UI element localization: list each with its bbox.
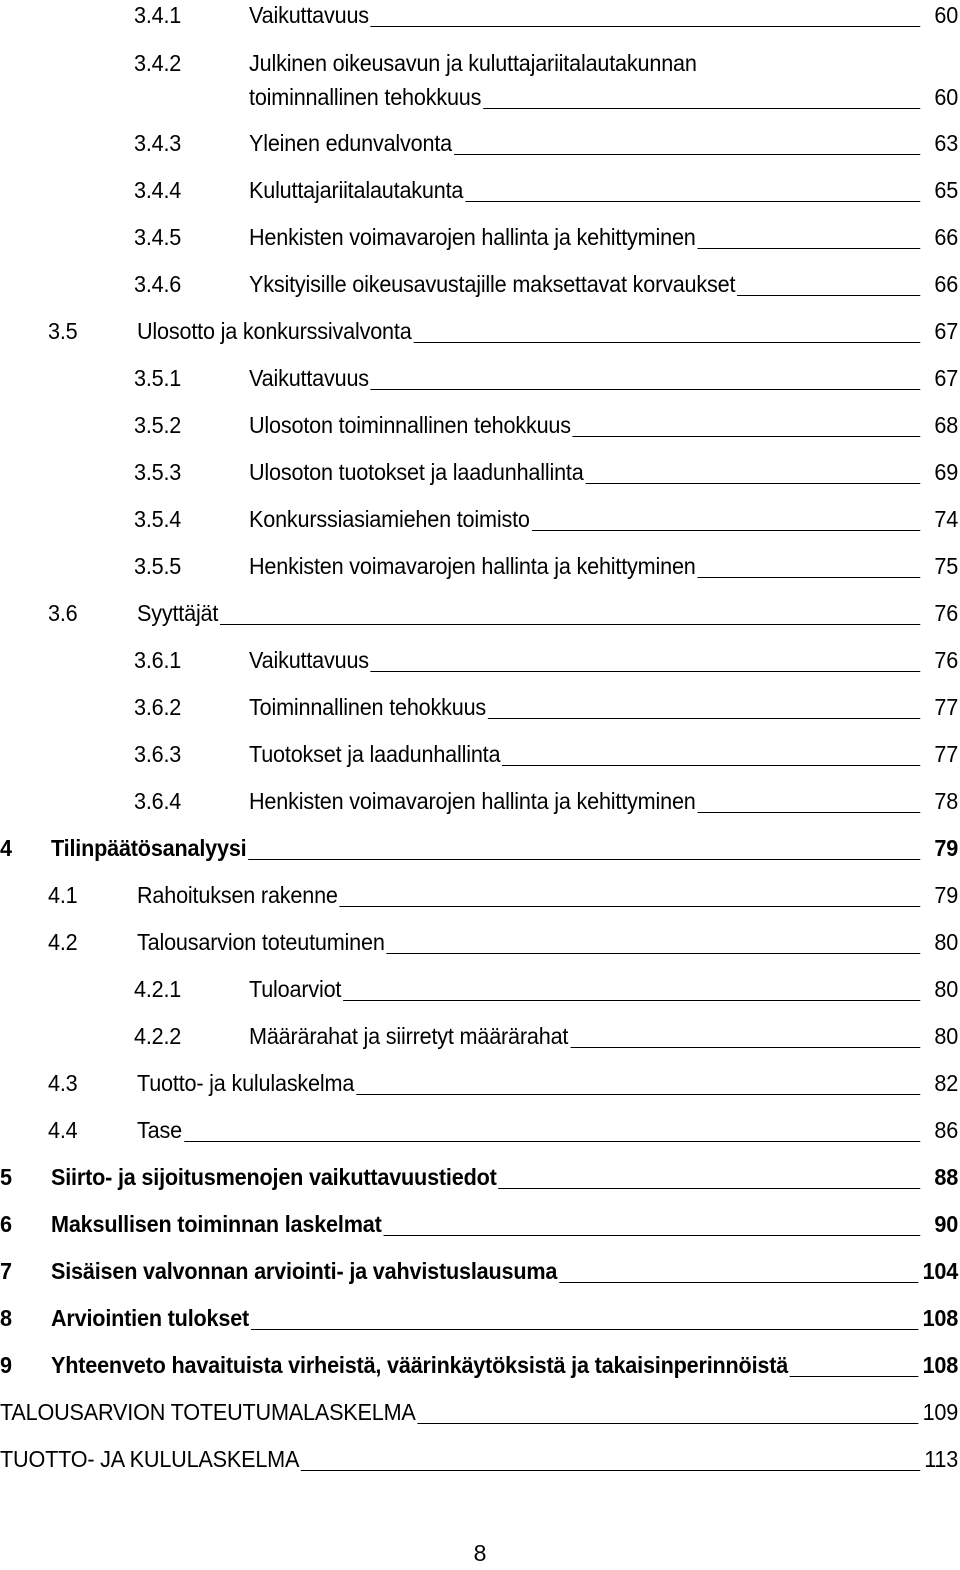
toc-entry[interactable] xyxy=(0,551,959,585)
toc-entry[interactable] xyxy=(0,1397,959,1431)
toc-entry-page: 108 xyxy=(922,1352,959,1378)
toc-entry-title: Konkurssiasiamiehen toimisto xyxy=(248,506,530,532)
toc-entry-title: toiminnallinen tehokkuus xyxy=(248,84,482,110)
toc-leader-line xyxy=(418,1397,919,1424)
toc-entry[interactable] xyxy=(0,128,959,162)
toc-entry[interactable] xyxy=(0,927,959,961)
toc-entry-number: 3.4.6 xyxy=(133,271,182,297)
toc-entry[interactable] xyxy=(0,1209,959,1243)
toc-entry-number: 8 xyxy=(0,1305,12,1331)
toc-entry-page: 76 xyxy=(934,647,959,673)
toc-entry-number: 4.2.1 xyxy=(133,976,182,1002)
toc-entry-page: 104 xyxy=(922,1258,959,1284)
toc-entry-title: Maksullisen toiminnan laskelmat xyxy=(50,1211,382,1237)
toc-entry-page: 60 xyxy=(934,2,959,28)
toc-entry-number: 3.6.3 xyxy=(133,741,182,767)
toc-entry-title: Vaikuttavuus xyxy=(248,365,369,391)
toc-entry-title: Tase xyxy=(136,1117,182,1143)
toc-entry-page: 80 xyxy=(934,1023,959,1049)
toc-entry-title: Ulosotto ja konkurssivalvonta xyxy=(136,318,412,344)
toc-leader-line xyxy=(488,692,921,719)
toc-entry-title: Henkisten voimavarojen hallinta ja kehittyminen xyxy=(248,224,696,250)
toc-leader-line xyxy=(698,786,921,813)
toc-entry-number: 3.4.4 xyxy=(133,177,182,203)
toc-leader-line xyxy=(251,1303,919,1330)
toc-entry[interactable] xyxy=(0,1115,959,1149)
toc-entry[interactable] xyxy=(0,598,959,632)
toc-entry-title: Talousarvion toteutuminen xyxy=(136,929,385,955)
toc-entry-page: 77 xyxy=(934,741,959,767)
toc-entry-title: Ulosoton tuotokset ja laadunhallinta xyxy=(248,459,584,485)
toc-entry-page: 113 xyxy=(924,1446,959,1472)
toc-entry-page: 66 xyxy=(934,271,959,297)
toc-entry-page: 75 xyxy=(934,553,959,579)
toc-entry[interactable] xyxy=(0,457,959,491)
toc-entry-title: Sisäisen valvonnan arviointi- ja vahvistuslausuma xyxy=(50,1258,558,1284)
toc-leader-line xyxy=(248,833,920,860)
toc-entry-number: 3.6.4 xyxy=(133,788,182,814)
toc-entry-page: 68 xyxy=(934,412,959,438)
toc-entry-page: 63 xyxy=(934,130,959,156)
toc-leader-line xyxy=(737,269,920,296)
toc-entry-page: 77 xyxy=(934,694,959,720)
toc-entry-number: 4 xyxy=(0,835,12,861)
toc-leader-line xyxy=(413,316,920,343)
toc-leader-line xyxy=(499,1162,921,1189)
toc-entry-title: Siirto- ja sijoitusmenojen vaikuttavuustiedot xyxy=(50,1164,497,1190)
toc-entry-page: 78 xyxy=(934,788,959,814)
toc-entry-page: 67 xyxy=(934,318,959,344)
toc-leader-line xyxy=(790,1350,919,1377)
toc-leader-line xyxy=(220,598,920,625)
toc-entry-title: Tuotto- ja kululaskelma xyxy=(136,1070,355,1096)
toc-entry-number: 3.5.4 xyxy=(133,506,182,532)
toc-entry-number: 3.4.2 xyxy=(133,50,182,76)
toc-entry-title: Vaikuttavuus xyxy=(248,647,369,673)
toc-entry-number: 3.5.5 xyxy=(133,553,182,579)
toc-leader-line xyxy=(559,1256,919,1283)
toc-entry-title: Syyttäjät xyxy=(136,600,219,626)
toc-entry-number: 6 xyxy=(0,1211,12,1237)
toc-entry-page: 79 xyxy=(934,882,959,908)
toc-entry-title: TALOUSARVION TOTEUTUMALASKELMA xyxy=(0,1399,416,1425)
toc-entry[interactable] xyxy=(0,48,959,128)
toc-entry-number: 4.2.2 xyxy=(133,1023,182,1049)
toc-entry-page: 79 xyxy=(934,835,959,861)
toc-entry-number: 4.1 xyxy=(47,882,78,908)
toc-entry-page: 65 xyxy=(934,177,959,203)
toc-entry[interactable] xyxy=(0,410,959,444)
toc-entry-title: Toiminnallinen tehokkuus xyxy=(248,694,487,720)
toc-entry-title: Kuluttajariitalautakunta xyxy=(248,177,464,203)
toc-entry-title: Yhteenveto havaituista virheistä, väärinkäytöksistä ja takaisinperinnöistä xyxy=(50,1352,789,1378)
toc-entry-page: 80 xyxy=(934,976,959,1002)
toc-leader-line xyxy=(184,1115,921,1142)
toc-entry-number: 4.3 xyxy=(47,1070,78,1096)
toc-entry-page: 86 xyxy=(934,1117,959,1143)
toc-entry-number: 3.6 xyxy=(47,600,78,626)
toc-leader-line xyxy=(371,363,921,390)
toc-leader-line xyxy=(371,0,921,27)
toc-entry-page: 67 xyxy=(934,365,959,391)
toc-entry[interactable] xyxy=(0,880,959,914)
toc-entry[interactable] xyxy=(0,1303,959,1337)
toc-entry-title: Ulosoton toiminnallinen tehokkuus xyxy=(248,412,571,438)
toc-leader-line xyxy=(454,128,921,155)
toc-entry-title: Yleinen edunvalvonta xyxy=(248,130,452,156)
toc-leader-line xyxy=(698,551,921,578)
toc-entry[interactable] xyxy=(0,974,959,1008)
toc-leader-line xyxy=(340,880,921,907)
toc-leader-line xyxy=(387,927,921,954)
toc-entry-page: 69 xyxy=(934,459,959,485)
toc-entry-number: 3.5 xyxy=(47,318,78,344)
toc-entry[interactable] xyxy=(0,316,959,350)
toc-entry-title: Rahoituksen rakenne xyxy=(136,882,338,908)
toc-entry-page: 60 xyxy=(934,84,959,110)
toc-leader-line xyxy=(570,1021,920,1048)
toc-entry-number: 3.6.2 xyxy=(133,694,182,720)
toc-entry-number: 3.5.3 xyxy=(133,459,182,485)
toc-entry-number: 3.4.3 xyxy=(133,130,182,156)
toc-entry-title: Tuotokset ja laadunhallinta xyxy=(248,741,501,767)
toc-entry-number: 4.2 xyxy=(47,929,78,955)
toc-entry-page: 109 xyxy=(922,1399,959,1425)
toc-entry[interactable] xyxy=(0,645,959,679)
toc-entry[interactable] xyxy=(0,1444,959,1478)
toc-entry[interactable] xyxy=(0,1256,959,1290)
toc-entry-title: Määrärahat ja siirretyt määrärahat xyxy=(248,1023,569,1049)
toc-entry-page: 90 xyxy=(934,1211,959,1237)
toc-leader-line xyxy=(573,410,921,437)
toc-entry-title: Yksityisille oikeusavustajille maksettavat korvaukset xyxy=(248,271,736,297)
toc-leader-line xyxy=(343,974,920,1001)
toc-leader-line xyxy=(465,175,920,202)
toc-entry-number: 3.5.1 xyxy=(133,365,182,391)
toc-entry-page: 82 xyxy=(934,1070,959,1096)
toc-entry[interactable] xyxy=(0,175,959,209)
toc-entry-number: 3.4.1 xyxy=(133,2,182,28)
toc-leader-line xyxy=(356,1068,920,1095)
toc-entry-title: Julkinen oikeusavun ja kuluttajariitalautakunnan xyxy=(248,50,697,76)
toc-entry-page: 88 xyxy=(934,1164,959,1190)
toc-entry[interactable] xyxy=(0,363,959,397)
toc-entry-title: TUOTTO- JA KULULASKELMA xyxy=(0,1446,300,1472)
toc-entry-page: 108 xyxy=(922,1305,959,1331)
toc-entry-title: Vaikuttavuus xyxy=(248,2,369,28)
toc-entry[interactable] xyxy=(0,0,959,34)
toc-leader-line xyxy=(371,645,921,672)
toc-leader-line xyxy=(698,222,921,249)
toc-entry-number: 3.5.2 xyxy=(133,412,182,438)
page-number: 8 xyxy=(473,1540,487,1566)
toc-entry-number: 3.4.5 xyxy=(133,224,182,250)
toc-entry-page: 66 xyxy=(934,224,959,250)
toc-entry-title: Tuloarviot xyxy=(248,976,342,1002)
toc-entry-number: 7 xyxy=(0,1258,12,1284)
toc-entry[interactable] xyxy=(0,739,959,773)
toc-entry[interactable] xyxy=(0,1350,959,1384)
toc-entry[interactable] xyxy=(0,1068,959,1102)
toc-leader-line xyxy=(502,739,920,766)
toc-entry-page: 74 xyxy=(934,506,959,532)
toc-entry-number: 3.6.1 xyxy=(133,647,182,673)
toc-entry[interactable] xyxy=(0,504,959,538)
toc-entry[interactable] xyxy=(0,1021,959,1055)
toc-entry[interactable] xyxy=(0,692,959,726)
toc-leader-line xyxy=(585,457,920,484)
toc-entry[interactable] xyxy=(0,269,959,303)
toc-entry[interactable] xyxy=(0,222,959,256)
toc-entry-number: 4.4 xyxy=(47,1117,78,1143)
toc-entry-title: Arviointien tulokset xyxy=(50,1305,250,1331)
toc-entry-page: 80 xyxy=(934,929,959,955)
toc-leader-line xyxy=(483,82,920,109)
toc-entry[interactable] xyxy=(0,1162,959,1196)
toc-entry-number: 5 xyxy=(0,1164,12,1190)
toc-entry[interactable] xyxy=(0,833,959,867)
toc-entry-title: Henkisten voimavarojen hallinta ja kehittyminen xyxy=(248,553,696,579)
toc-leader-line xyxy=(383,1209,920,1236)
toc-entry-number: 9 xyxy=(0,1352,12,1378)
toc-entry-page: 76 xyxy=(934,600,959,626)
toc-entry-title: Henkisten voimavarojen hallinta ja kehittyminen xyxy=(248,788,696,814)
toc-entry-title: Tilinpäätösanalyysi xyxy=(50,835,247,861)
toc-leader-line xyxy=(301,1444,920,1471)
toc-leader-line xyxy=(532,504,921,531)
toc-entry[interactable] xyxy=(0,786,959,820)
